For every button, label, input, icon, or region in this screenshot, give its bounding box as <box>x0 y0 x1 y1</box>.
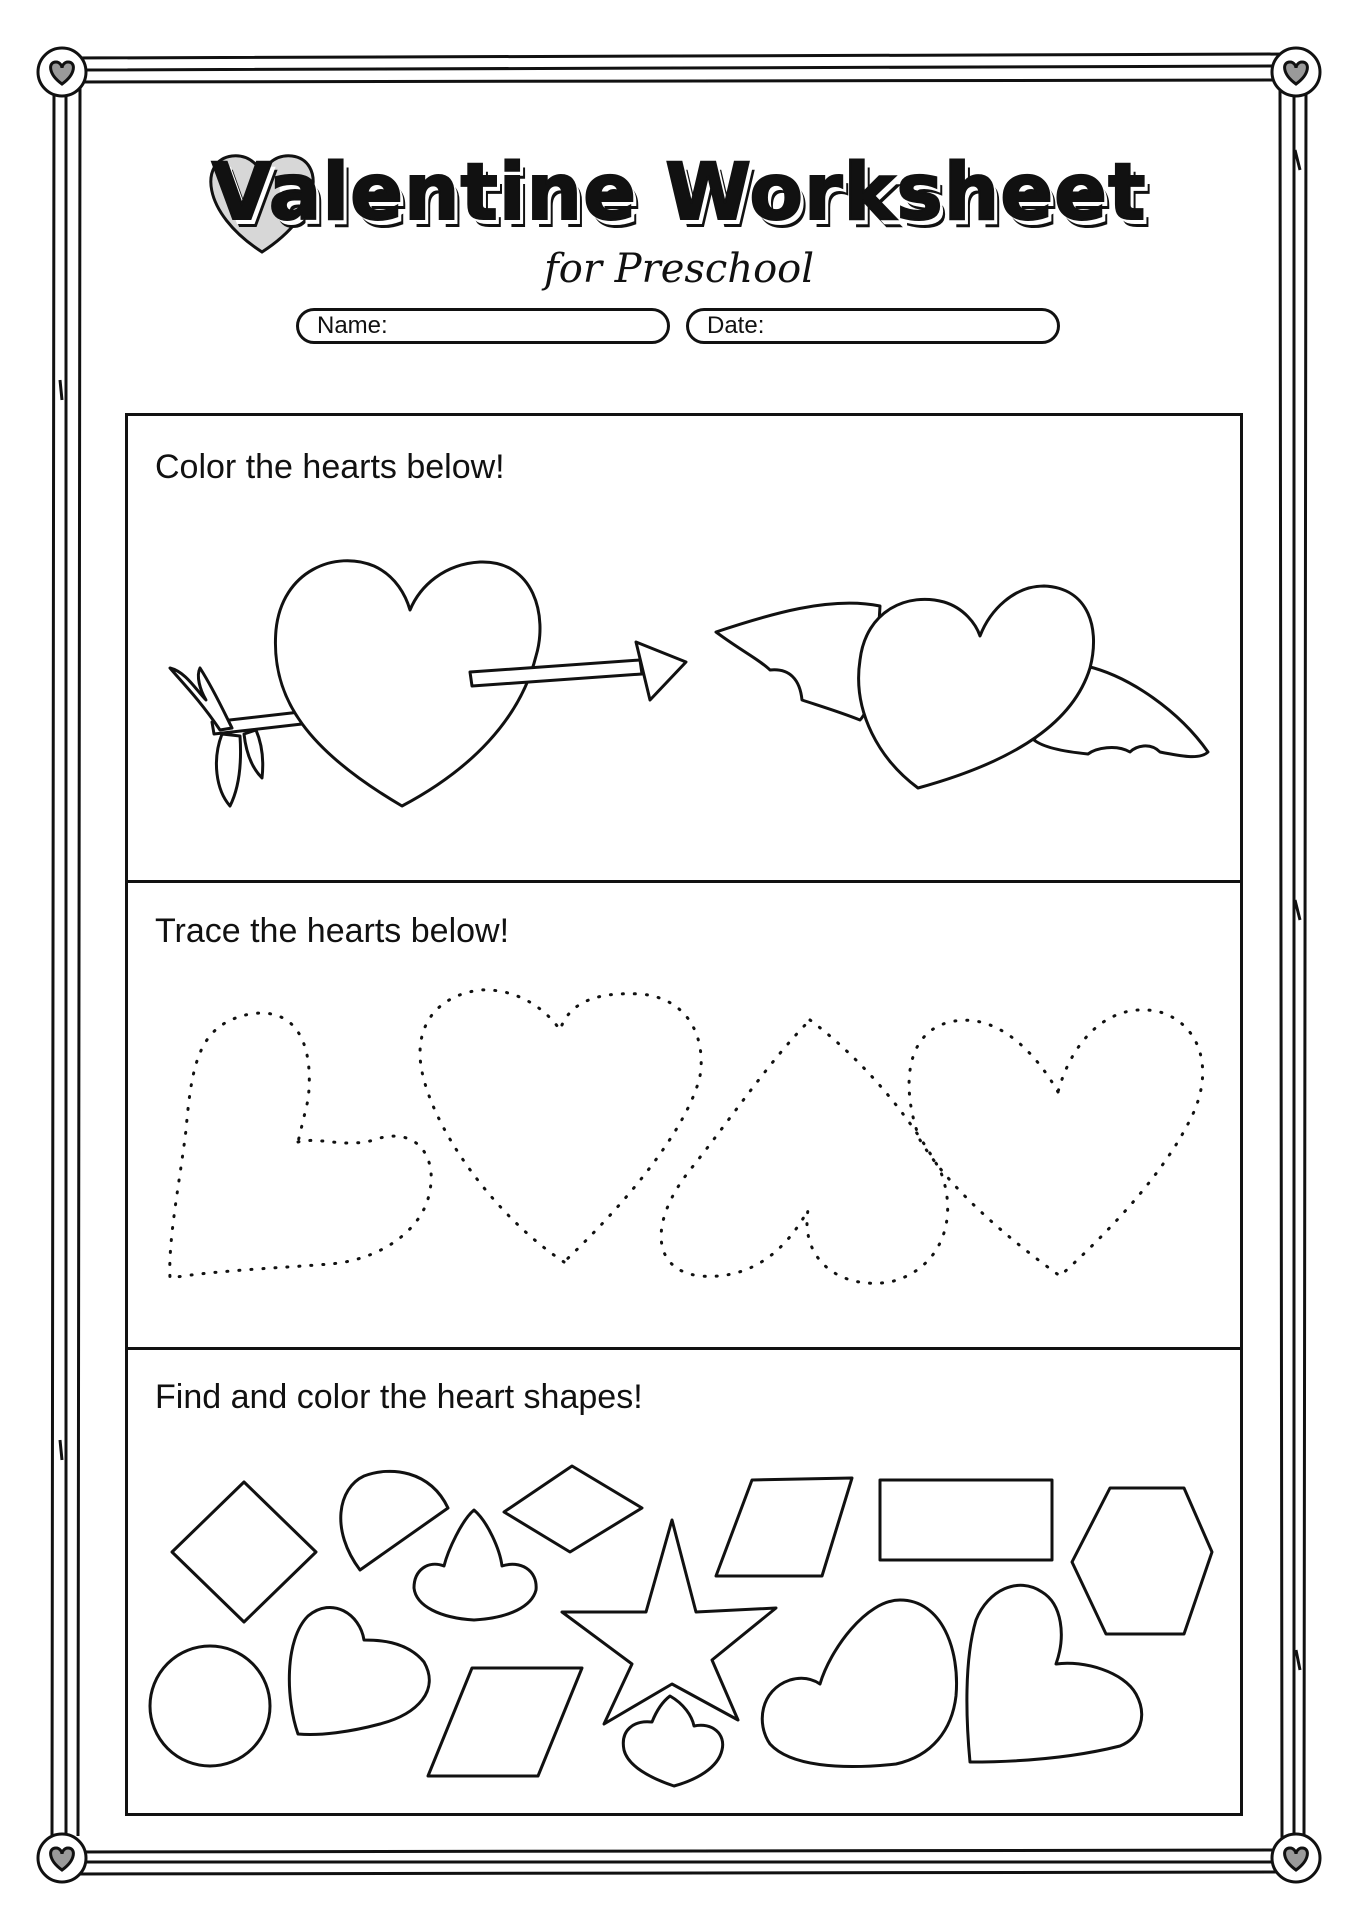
corner-ornament-top-left <box>38 48 86 96</box>
name-field[interactable] <box>296 308 670 344</box>
corner-ornament-bottom-right <box>1272 1834 1320 1882</box>
name-label: Name: <box>317 312 388 339</box>
date-field[interactable] <box>686 308 1060 344</box>
corner-ornament-top-right <box>1272 48 1320 96</box>
rectangle-shape <box>880 1480 1052 1560</box>
section-1-title: Color the hearts below! <box>155 448 505 486</box>
section-3-title: Find and color the heart shapes! <box>155 1378 643 1416</box>
circle-shape <box>150 1646 270 1766</box>
worksheet-title: Valentine Worksheet <box>211 148 1147 238</box>
date-label: Date: <box>707 312 765 339</box>
worksheet-subtitle: for Preschool <box>543 246 815 292</box>
section-2-title: Trace the hearts below! <box>155 912 510 950</box>
corner-ornament-bottom-left <box>38 1834 86 1882</box>
